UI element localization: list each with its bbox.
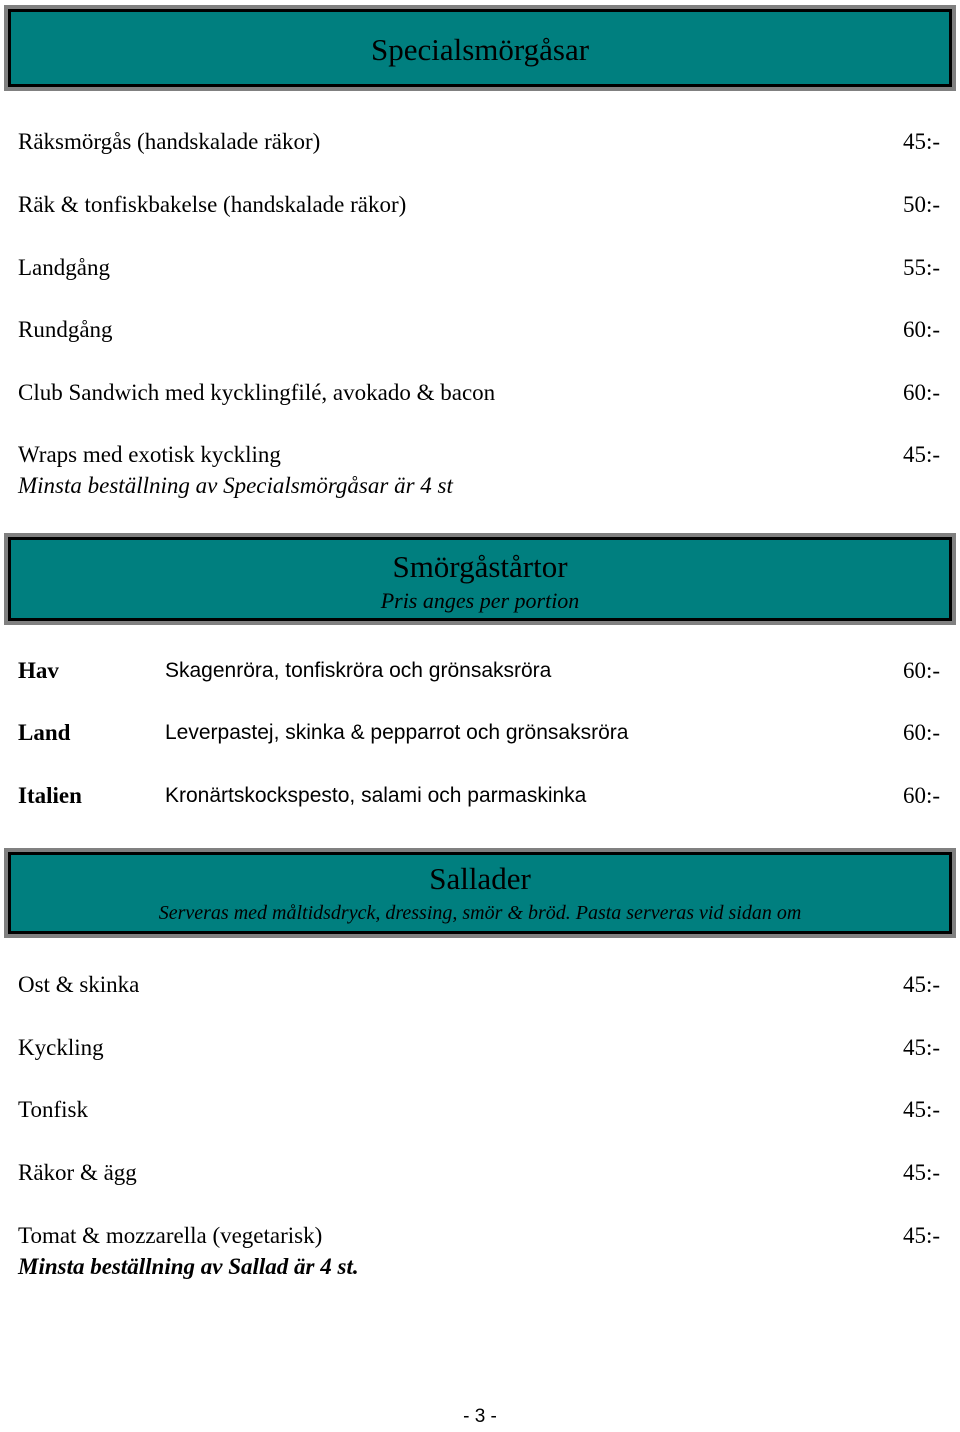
menu-item <box>18 656 940 686</box>
menu-item <box>18 440 940 470</box>
item-name: Landgång <box>18 255 110 280</box>
item-category: Land <box>18 720 71 745</box>
item-name: Rundgång <box>18 317 113 342</box>
menu-item <box>18 253 940 283</box>
section-title: Smörgåstårtor <box>392 549 568 584</box>
sallader-banner <box>4 848 956 938</box>
item-price: 50:- <box>902 192 940 217</box>
menu-item <box>18 1095 940 1125</box>
item-price: 55:- <box>902 255 940 280</box>
item-name: Ost & skinka <box>18 972 140 997</box>
item-price: 60:- <box>902 720 940 745</box>
item-category: Italien <box>18 783 82 808</box>
section-subtitle: Serveras med måltidsdryck, dressing, smör & bröd. Pasta serveras vid sidan om <box>158 902 802 924</box>
page-number: - 3 - <box>463 1406 497 1427</box>
item-name: Räkor & ägg <box>18 1160 137 1185</box>
minimum-order-note: Minsta beställning av Specialsmörgåsar är 4 st <box>18 473 453 498</box>
menu-item <box>18 315 940 345</box>
section-subtitle: Pris anges per portion <box>380 588 580 613</box>
minimum-order-note: Minsta beställning av Sallad är 4 st. <box>18 1254 359 1279</box>
menu-item <box>18 718 940 748</box>
menu-item <box>18 1221 940 1251</box>
menu-item <box>18 127 940 157</box>
section-title: Specialsmörgåsar <box>370 32 590 67</box>
item-price: 45:- <box>902 1223 940 1248</box>
menu-item <box>18 970 940 1000</box>
menu-item <box>18 1158 940 1188</box>
item-price: 60:- <box>902 658 940 683</box>
item-price: 45:- <box>902 129 940 154</box>
specialsmorgasar-banner <box>4 5 956 91</box>
item-price: 45:- <box>902 1035 940 1060</box>
section-title: Sallader <box>429 861 531 896</box>
item-price: 45:- <box>902 442 940 467</box>
item-name: Wraps med exotisk kyckling <box>18 442 281 467</box>
item-description: Skagenröra, tonfiskröra och grönsaksröra <box>165 659 552 682</box>
item-price: 45:- <box>902 972 940 997</box>
menu-item <box>18 781 940 811</box>
item-description: Leverpastej, skinka & pepparrot och grönsaksröra <box>165 721 629 744</box>
menu-item <box>18 378 940 408</box>
item-category: Hav <box>18 658 59 683</box>
smorgastartor-banner <box>4 533 956 625</box>
banner-panel <box>8 852 952 934</box>
menu-item <box>18 1033 940 1063</box>
item-price: 60:- <box>902 783 940 808</box>
item-name: Tonfisk <box>18 1097 88 1122</box>
banner-panel <box>8 537 952 621</box>
item-price: 45:- <box>902 1160 940 1185</box>
item-name: Räk & tonfiskbakelse (handskalade räkor) <box>18 192 407 217</box>
menu-item <box>18 190 940 220</box>
item-name: Kyckling <box>18 1035 104 1060</box>
item-price: 60:- <box>902 380 940 405</box>
item-name: Tomat & mozzarella (vegetarisk) <box>18 1223 323 1248</box>
item-price: 45:- <box>902 1097 940 1122</box>
item-name: Räksmörgås (handskalade räkor) <box>18 129 321 154</box>
item-description: Kronärtskockspesto, salami och parmaskinka <box>165 784 587 807</box>
item-name: Club Sandwich med kycklingfilé, avokado & bacon <box>18 380 496 405</box>
item-price: 60:- <box>902 317 940 342</box>
banner-panel <box>8 9 952 87</box>
